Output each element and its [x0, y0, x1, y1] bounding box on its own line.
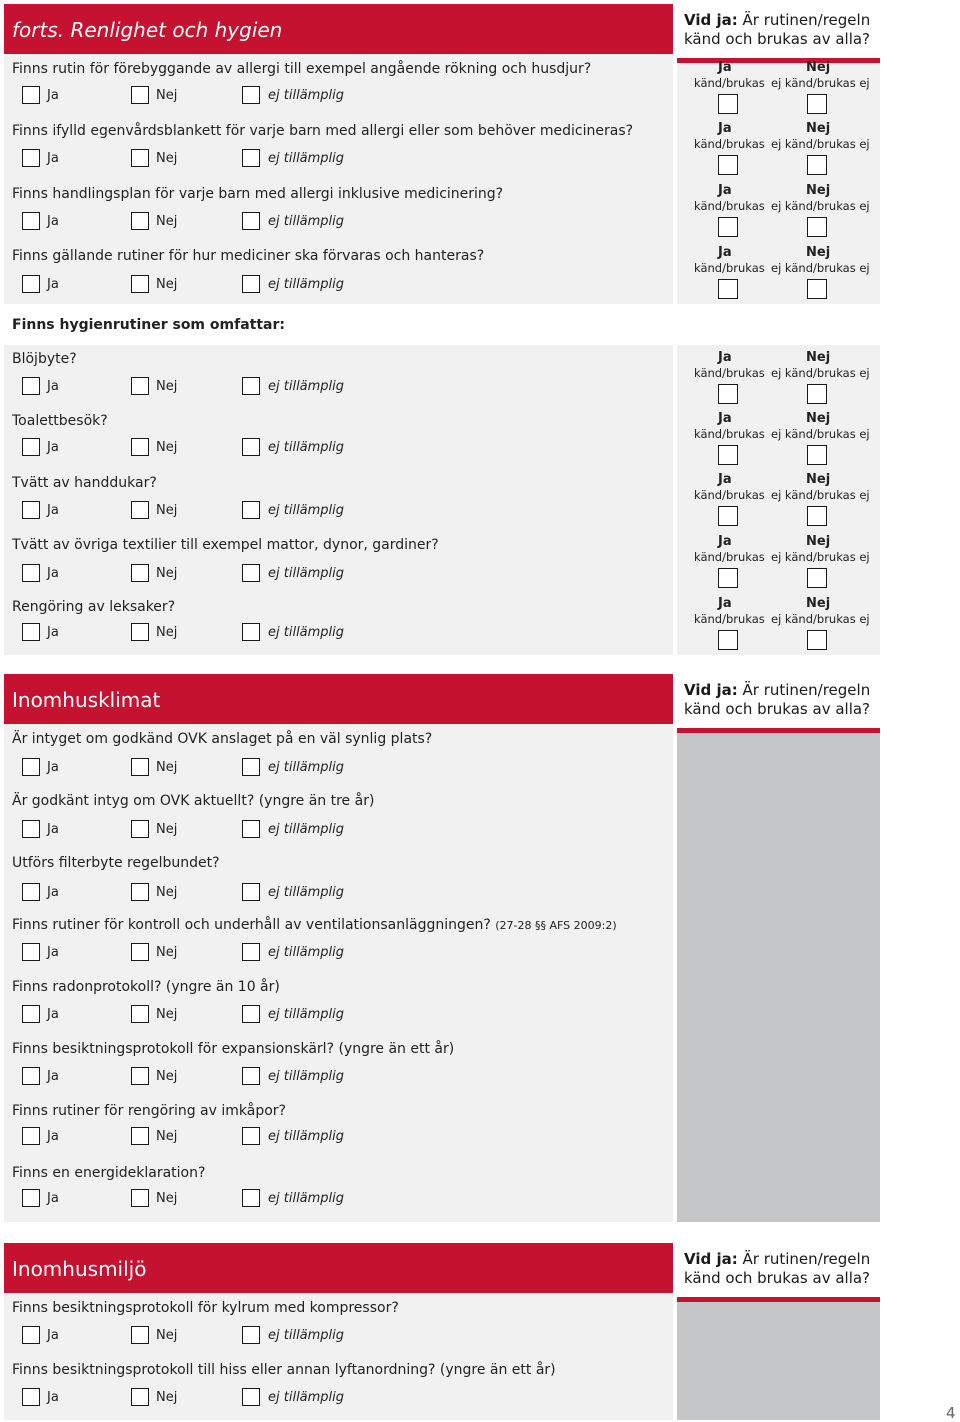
answer-option-row [0, 86, 680, 106]
known-used-selector [673, 183, 876, 243]
question-text: Är intyget om godkänd OVK anslaget på en väl synlig plats? [12, 731, 433, 747]
ja-checkbox[interactable] [22, 1005, 40, 1023]
answer-option-row [0, 501, 680, 521]
nej-label: Nej [156, 440, 178, 455]
ej-tillamplig-checkbox[interactable] [242, 883, 260, 901]
ej-tillamplig-checkbox[interactable] [242, 438, 260, 456]
ej-tillamplig-checkbox[interactable] [242, 275, 260, 293]
nej-unknown-checkbox[interactable] [807, 94, 827, 114]
question-text: Utförs filterbyte regelbundet? [12, 855, 220, 871]
question-text: Finns rutin för förebyggande av allergi till exempel angående rökning och husdjur? [12, 61, 592, 77]
nej-checkbox[interactable] [131, 212, 149, 230]
ja-subtext: känd/brukas [694, 137, 765, 151]
question-text: Finns handlingsplan för varje barn med allergi inklusive medicinering? [12, 186, 504, 202]
vid-ja-text: Vid ja: Är rutinen/regeln känd och brukas av alla? [684, 1250, 871, 1287]
nej-unknown-checkbox[interactable] [807, 506, 827, 526]
answer-option-row [0, 820, 680, 840]
nej-heading: Nej [806, 596, 831, 611]
ja-subtext: känd/brukas [694, 261, 765, 275]
answer-option-row [0, 438, 680, 458]
nej-label: Nej [156, 566, 178, 581]
nej-label: Nej [156, 822, 178, 837]
section-header [4, 4, 673, 54]
section-header [4, 1243, 673, 1293]
nej-subtext: ej känd/brukas ej [771, 199, 870, 213]
answer-option-row [0, 149, 680, 169]
ej-tillamplig-label: ej tillämplig [268, 151, 345, 166]
ja-known-checkbox[interactable] [718, 630, 738, 650]
ja-checkbox[interactable] [22, 1189, 40, 1207]
nej-subtext: ej känd/brukas ej [771, 427, 870, 441]
ej-tillamplig-checkbox[interactable] [242, 212, 260, 230]
ja-checkbox[interactable] [22, 501, 40, 519]
ja-checkbox[interactable] [22, 377, 40, 395]
answer-option-row [0, 1189, 680, 1209]
ja-label: Ja [47, 625, 59, 640]
ej-tillamplig-label: ej tillämplig [268, 1191, 345, 1206]
ej-tillamplig-checkbox[interactable] [242, 1067, 260, 1085]
answer-option-row [0, 212, 680, 232]
ej-tillamplig-label: ej tillämplig [268, 885, 345, 900]
ja-known-checkbox[interactable] [718, 279, 738, 299]
ja-subtext: känd/brukas [694, 427, 765, 441]
ej-tillamplig-checkbox[interactable] [242, 1005, 260, 1023]
ja-subtext: känd/brukas [694, 488, 765, 502]
ja-label: Ja [47, 440, 59, 455]
ja-checkbox[interactable] [22, 943, 40, 961]
answer-option-row [0, 1127, 680, 1147]
ej-tillamplig-label: ej tillämplig [268, 1390, 345, 1405]
ja-checkbox[interactable] [22, 564, 40, 582]
nej-checkbox[interactable] [131, 943, 149, 961]
ej-tillamplig-label: ej tillämplig [268, 214, 345, 229]
hygiene-subheading: Finns hygienrutiner som omfattar: [12, 317, 285, 333]
nej-label: Nej [156, 1007, 178, 1022]
nej-checkbox[interactable] [131, 377, 149, 395]
nej-label: Nej [156, 1191, 178, 1206]
nej-unknown-checkbox[interactable] [807, 217, 827, 237]
answer-option-row [0, 1067, 680, 1087]
ja-heading: Ja [718, 534, 732, 549]
nej-label: Nej [156, 945, 178, 960]
ej-tillamplig-label: ej tillämplig [268, 945, 345, 960]
ej-tillamplig-label: ej tillämplig [268, 277, 345, 292]
answer-option-row [0, 377, 680, 397]
ej-tillamplig-label: ej tillämplig [268, 440, 345, 455]
ja-checkbox[interactable] [22, 438, 40, 456]
question-text: Finns radonprotokoll? (yngre än 10 år) [12, 979, 280, 995]
ventilation-reference: (27-28 §§ AFS 2009:2) [495, 919, 617, 932]
nej-checkbox[interactable] [131, 758, 149, 776]
nej-heading: Nej [806, 472, 831, 487]
ej-tillamplig-label: ej tillämplig [268, 1007, 345, 1022]
nej-subtext: ej känd/brukas ej [771, 488, 870, 502]
question-text: Tvätt av övriga textilier till exempel mattor, dynor, gardiner? [12, 537, 439, 553]
nej-checkbox[interactable] [131, 1005, 149, 1023]
nej-subtext: ej känd/brukas ej [771, 261, 870, 275]
ja-known-checkbox[interactable] [718, 568, 738, 588]
known-used-selector [673, 350, 876, 410]
ej-tillamplig-checkbox[interactable] [242, 501, 260, 519]
answer-option-row [0, 564, 680, 584]
answer-option-row [0, 275, 680, 295]
vid-ja-text: Vid ja: Är rutinen/regeln känd och brukas av alla? [684, 11, 871, 48]
ja-label: Ja [47, 1390, 59, 1405]
ja-checkbox[interactable] [22, 1127, 40, 1145]
question-text: Finns gällande rutiner för hur mediciner ska förvaras och hanteras? [12, 248, 485, 264]
ja-label: Ja [47, 1069, 59, 1084]
ej-tillamplig-label: ej tillämplig [268, 503, 345, 518]
ja-label: Ja [47, 760, 59, 775]
nej-heading: Nej [806, 183, 831, 198]
question-text: Finns besiktningsprotokoll till hiss eller annan lyftanordning? (yngre än ett år) [12, 1362, 556, 1378]
ej-tillamplig-label: ej tillämplig [268, 1328, 345, 1343]
ja-checkbox[interactable] [22, 883, 40, 901]
section-title: forts. Renlighet och hygien [12, 18, 283, 42]
nej-checkbox[interactable] [131, 86, 149, 104]
ej-tillamplig-label: ej tillämplig [268, 566, 345, 581]
question-text: Finns besiktningsprotokoll för expansionskärl? (yngre än ett år) [12, 1041, 455, 1057]
answer-option-row [0, 623, 680, 643]
ej-tillamplig-label: ej tillämplig [268, 760, 345, 775]
ja-known-checkbox[interactable] [718, 506, 738, 526]
ja-checkbox[interactable] [22, 758, 40, 776]
ja-label: Ja [47, 151, 59, 166]
nej-label: Nej [156, 214, 178, 229]
ej-tillamplig-label: ej tillämplig [268, 88, 345, 103]
nej-checkbox[interactable] [131, 275, 149, 293]
known-used-selector [673, 60, 876, 120]
nej-subtext: ej känd/brukas ej [771, 137, 870, 151]
nej-label: Nej [156, 760, 178, 775]
ej-tillamplig-label: ej tillämplig [268, 625, 345, 640]
answer-option-row [0, 1388, 680, 1408]
nej-checkbox[interactable] [131, 883, 149, 901]
nej-label: Nej [156, 88, 178, 103]
ja-label: Ja [47, 214, 59, 229]
ja-heading: Ja [718, 411, 732, 426]
question-text: Blöjbyte? [12, 351, 77, 367]
vid-ja-header [677, 1243, 880, 1302]
ja-label: Ja [47, 822, 59, 837]
nej-unknown-checkbox[interactable] [807, 630, 827, 650]
known-used-selector [673, 472, 876, 532]
nej-label: Nej [156, 379, 178, 394]
nej-checkbox[interactable] [131, 1067, 149, 1085]
ej-tillamplig-label: ej tillämplig [268, 379, 345, 394]
nej-unknown-checkbox[interactable] [807, 279, 827, 299]
nej-label: Nej [156, 1129, 178, 1144]
nej-checkbox[interactable] [131, 1326, 149, 1344]
ja-subtext: känd/brukas [694, 550, 765, 564]
ja-subtext: känd/brukas [694, 366, 765, 380]
section-title: Inomhusklimat [12, 688, 161, 712]
nej-unknown-checkbox[interactable] [807, 445, 827, 465]
nej-label: Nej [156, 1328, 178, 1343]
question-text: Toalettbesök? [12, 413, 108, 429]
ja-checkbox[interactable] [22, 86, 40, 104]
ja-label: Ja [47, 88, 59, 103]
vid-ja-header [677, 4, 880, 63]
known-used-selector [673, 534, 876, 594]
ej-tillamplig-checkbox[interactable] [242, 943, 260, 961]
nej-heading: Nej [806, 60, 831, 75]
ja-checkbox[interactable] [22, 820, 40, 838]
question-text: Finns besiktningsprotokoll för kylrum med kompressor? [12, 1300, 399, 1316]
nej-unknown-checkbox[interactable] [807, 384, 827, 404]
ja-label: Ja [47, 885, 59, 900]
ja-checkbox[interactable] [22, 1388, 40, 1406]
nej-checkbox[interactable] [131, 564, 149, 582]
ej-tillamplig-label: ej tillämplig [268, 1069, 345, 1084]
nej-label: Nej [156, 625, 178, 640]
ja-heading: Ja [718, 596, 732, 611]
nej-subtext: ej känd/brukas ej [771, 366, 870, 380]
ja-label: Ja [47, 503, 59, 518]
question-text: Rengöring av leksaker? [12, 599, 176, 615]
nej-heading: Nej [806, 411, 831, 426]
vid-ja-text: Vid ja: Är rutinen/regeln känd och brukas av alla? [684, 681, 871, 718]
nej-heading: Nej [806, 534, 831, 549]
section-title: Inomhusmiljö [12, 1257, 147, 1281]
ja-label: Ja [47, 379, 59, 394]
nej-subtext: ej känd/brukas ej [771, 550, 870, 564]
nej-label: Nej [156, 885, 178, 900]
ja-known-checkbox[interactable] [718, 155, 738, 175]
ej-tillamplig-checkbox[interactable] [242, 86, 260, 104]
answer-option-row [0, 1005, 680, 1025]
ja-label: Ja [47, 1007, 59, 1022]
question-text: Finns rutiner för kontroll och underhåll av ventilationsanläggningen? (27-28 §§ AFS 2009:2) [12, 917, 617, 933]
ej-tillamplig-label: ej tillämplig [268, 822, 345, 837]
page-number: 4 [946, 1404, 956, 1422]
ja-checkbox[interactable] [22, 1326, 40, 1344]
nej-checkbox[interactable] [131, 438, 149, 456]
nej-checkbox[interactable] [131, 1388, 149, 1406]
nej-label: Nej [156, 277, 178, 292]
ja-subtext: känd/brukas [694, 199, 765, 213]
ej-tillamplig-label: ej tillämplig [268, 1129, 345, 1144]
ja-heading: Ja [718, 472, 732, 487]
ja-heading: Ja [718, 245, 732, 260]
nej-heading: Nej [806, 245, 831, 260]
nej-checkbox[interactable] [131, 1189, 149, 1207]
nej-label: Nej [156, 151, 178, 166]
ja-known-checkbox[interactable] [718, 217, 738, 237]
ej-tillamplig-checkbox[interactable] [242, 1326, 260, 1344]
known-used-selector [673, 121, 876, 181]
nej-label: Nej [156, 1069, 178, 1084]
nej-unknown-checkbox[interactable] [807, 568, 827, 588]
answer-option-row [0, 1326, 680, 1346]
question-text: Finns ifylld egenvårdsblankett för varje barn med allergi eller som behöver medicineras? [12, 123, 634, 139]
nej-heading: Nej [806, 121, 831, 136]
ja-checkbox[interactable] [22, 212, 40, 230]
ja-label: Ja [47, 945, 59, 960]
ej-tillamplig-checkbox[interactable] [242, 758, 260, 776]
ej-tillamplig-checkbox[interactable] [242, 149, 260, 167]
section-right-panel [677, 674, 880, 1222]
nej-subtext: ej känd/brukas ej [771, 76, 870, 90]
ej-tillamplig-checkbox[interactable] [242, 623, 260, 641]
ja-heading: Ja [718, 60, 732, 75]
ja-label: Ja [47, 566, 59, 581]
ja-checkbox[interactable] [22, 149, 40, 167]
ja-known-checkbox[interactable] [718, 94, 738, 114]
nej-checkbox[interactable] [131, 501, 149, 519]
ja-heading: Ja [718, 183, 732, 198]
nej-checkbox[interactable] [131, 623, 149, 641]
ja-heading: Ja [718, 350, 732, 365]
answer-option-row [0, 883, 680, 903]
ja-subtext: känd/brukas [694, 76, 765, 90]
ej-tillamplig-checkbox[interactable] [242, 377, 260, 395]
section-header [4, 674, 673, 724]
known-used-selector [673, 411, 876, 471]
nej-label: Nej [156, 1390, 178, 1405]
nej-label: Nej [156, 503, 178, 518]
question-text: Är godkänt intyg om OVK aktuellt? (yngre än tre år) [12, 793, 375, 809]
ej-tillamplig-checkbox[interactable] [242, 1127, 260, 1145]
ja-subtext: känd/brukas [694, 612, 765, 626]
nej-heading: Nej [806, 350, 831, 365]
ej-tillamplig-checkbox[interactable] [242, 1388, 260, 1406]
ej-tillamplig-checkbox[interactable] [242, 564, 260, 582]
ja-checkbox[interactable] [22, 1067, 40, 1085]
ja-checkbox[interactable] [22, 275, 40, 293]
answer-option-row [0, 758, 680, 778]
ja-label: Ja [47, 1328, 59, 1343]
ej-tillamplig-checkbox[interactable] [242, 1189, 260, 1207]
known-used-selector [673, 245, 876, 305]
question-text: Finns rutiner för rengöring av imkåpor? [12, 1103, 286, 1119]
nej-subtext: ej känd/brukas ej [771, 612, 870, 626]
nej-checkbox[interactable] [131, 1127, 149, 1145]
ja-checkbox[interactable] [22, 623, 40, 641]
ja-label: Ja [47, 1191, 59, 1206]
ja-label: Ja [47, 277, 59, 292]
nej-checkbox[interactable] [131, 149, 149, 167]
question-text: Finns en energideklaration? [12, 1165, 206, 1181]
nej-checkbox[interactable] [131, 820, 149, 838]
ja-known-checkbox[interactable] [718, 384, 738, 404]
question-text: Tvätt av handdukar? [12, 475, 157, 491]
nej-unknown-checkbox[interactable] [807, 155, 827, 175]
ej-tillamplig-checkbox[interactable] [242, 820, 260, 838]
ja-heading: Ja [718, 121, 732, 136]
answer-option-row [0, 943, 680, 963]
known-used-selector [673, 596, 876, 656]
ja-known-checkbox[interactable] [718, 445, 738, 465]
ja-label: Ja [47, 1129, 59, 1144]
vid-ja-header [677, 674, 880, 733]
